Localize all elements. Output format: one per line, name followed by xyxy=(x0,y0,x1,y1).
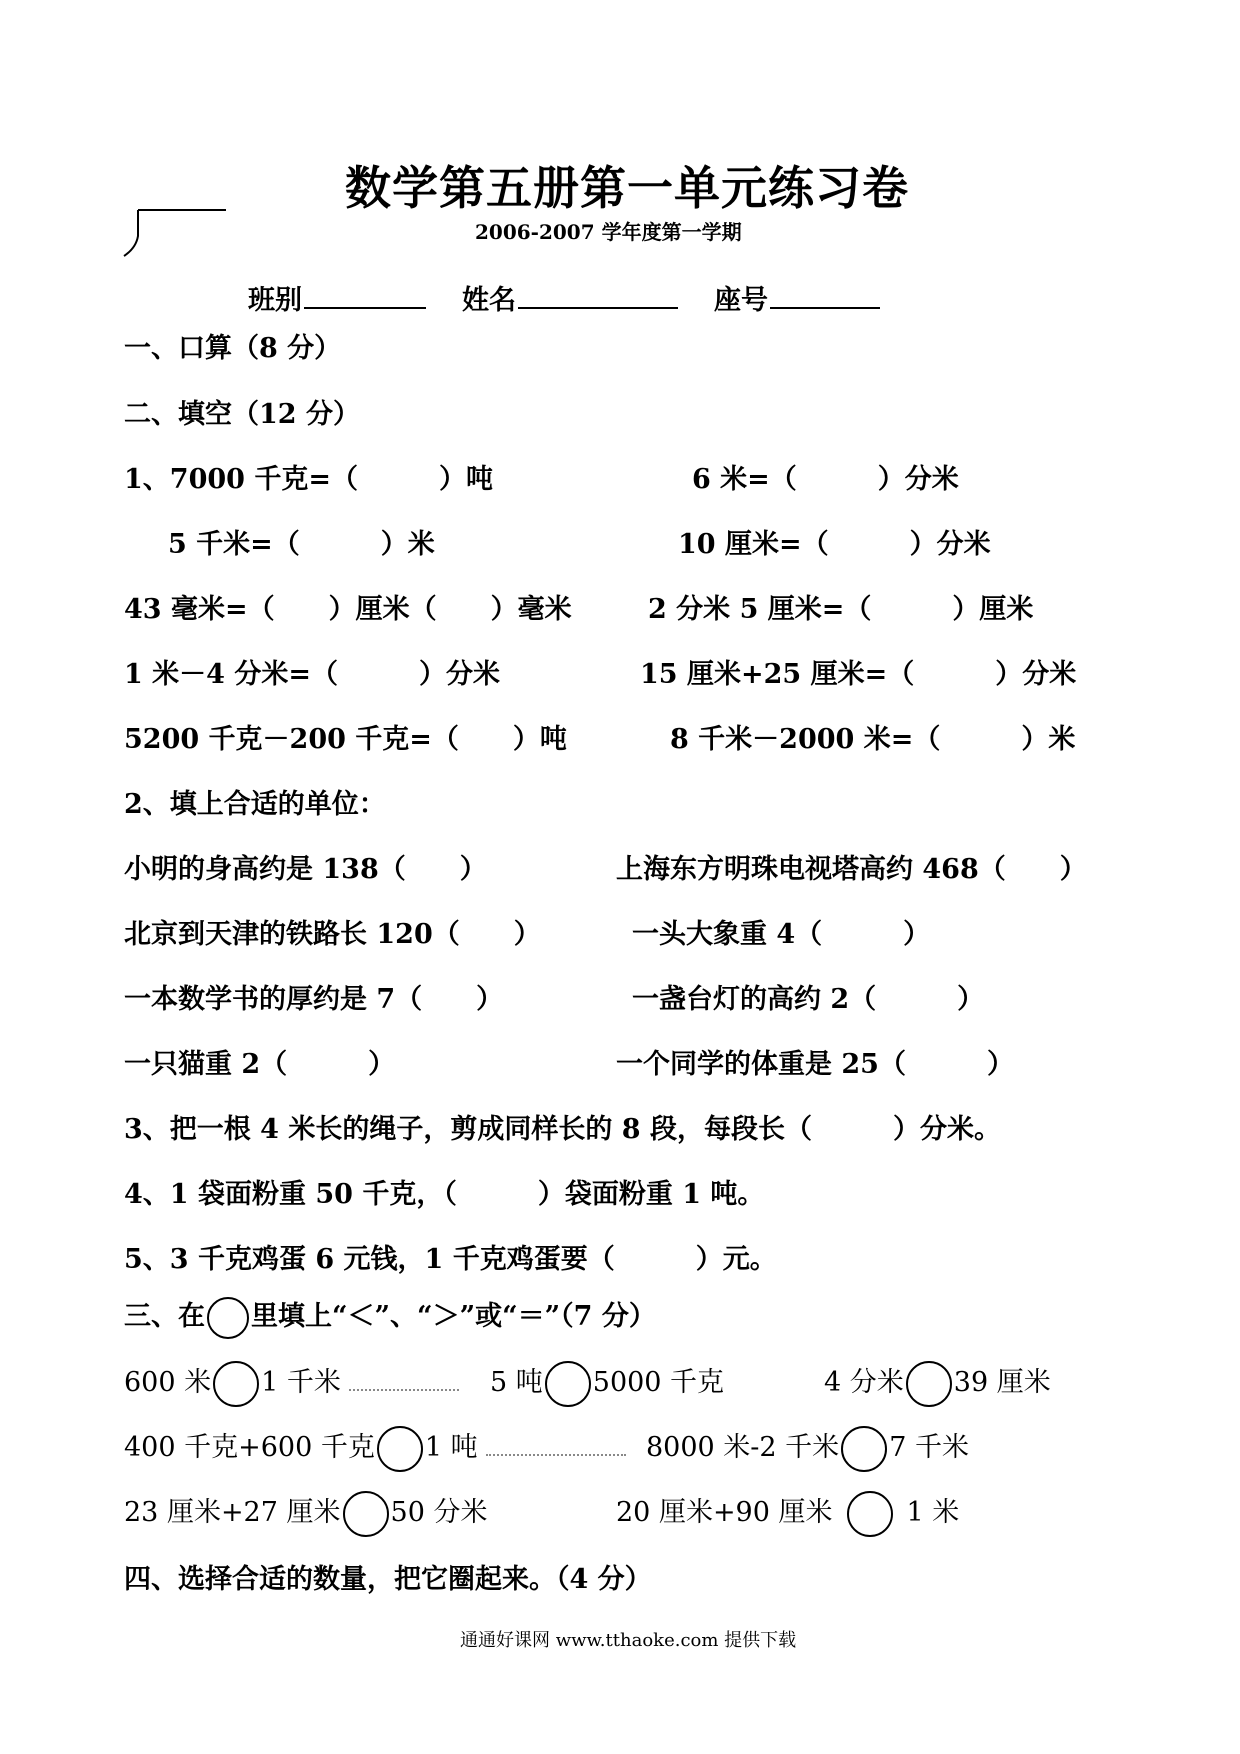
name-blank[interactable] xyxy=(518,306,678,309)
page-subtitle: 2006-2007 学年度第一学期 xyxy=(475,220,742,244)
compare-item xyxy=(616,1490,959,1537)
compare-left: 400 千克+600 千克 xyxy=(124,1432,375,1463)
section-3-post: 里填上“＜”、“＞”或“＝”（7 分） xyxy=(251,1301,656,1332)
section-1-heading: 一、口算（8 分） xyxy=(124,333,342,364)
compare-item xyxy=(646,1425,969,1472)
q1-row1-left: 1、7000 千克=（ ）吨 xyxy=(124,464,493,495)
class-field xyxy=(248,278,426,317)
q1-row4-left: 1 米－4 分米=（ ）分米 xyxy=(124,659,500,690)
compare-item xyxy=(824,1360,1051,1407)
section-3-heading xyxy=(124,1294,656,1339)
q2-row2-left: 北京到天津的铁路长 120（ ） xyxy=(124,919,541,950)
q1-row3-right: 2 分米 5 厘米=（ ）厘米 xyxy=(648,594,1034,625)
compare-circle[interactable] xyxy=(545,1361,591,1407)
compare-item xyxy=(124,1425,634,1472)
q1-row5-left: 5200 千克－200 千克=（ ）吨 xyxy=(124,724,567,755)
compare-right: 1 吨 xyxy=(424,1432,478,1463)
compare-right: 7 千米 xyxy=(889,1432,969,1463)
q1-row3-left: 43 毫米=（ ）厘米（ ）毫米 xyxy=(124,594,572,625)
dotted-leader xyxy=(486,1453,626,1456)
compare-circle[interactable] xyxy=(213,1361,259,1407)
q2-row4-right: 一个同学的体重是 25（ ） xyxy=(616,1049,1014,1080)
name-label: 姓名 xyxy=(462,285,516,316)
corner-mark xyxy=(118,206,228,258)
q2-row3-left: 一本数学书的厚约是 7（ ） xyxy=(124,984,504,1015)
class-label: 班别 xyxy=(248,285,302,316)
q3-text: 3、把一根 4 米长的绳子，剪成同样长的 8 段，每段长（ ）分米。 xyxy=(124,1114,1001,1145)
q1-row1-right: 6 米=（ ）分米 xyxy=(692,464,959,495)
q2-row1-right: 上海东方明珠电视塔高约 468（ ） xyxy=(616,854,1087,885)
compare-left: 20 厘米+90 厘米 xyxy=(616,1497,833,1528)
compare-left: 600 米 xyxy=(124,1367,212,1398)
compare-item xyxy=(124,1490,487,1537)
compare-circle[interactable] xyxy=(841,1426,887,1472)
compare-circle[interactable] xyxy=(906,1361,952,1407)
dotted-leader xyxy=(349,1388,459,1391)
q1-row4-right: 15 厘米+25 厘米=（ ）分米 xyxy=(640,659,1077,690)
compare-circle[interactable] xyxy=(847,1491,893,1537)
q2-row3-right: 一盏台灯的高约 2（ ） xyxy=(632,984,985,1015)
seat-field xyxy=(714,278,880,317)
q4-text: 4、1 袋面粉重 50 千克，（ ）袋面粉重 1 吨。 xyxy=(124,1179,765,1210)
compare-right: 1 米 xyxy=(906,1497,960,1528)
class-blank[interactable] xyxy=(304,306,426,309)
q5-text: 5、3 千克鸡蛋 6 元钱，1 千克鸡蛋要（ ）元。 xyxy=(124,1244,777,1275)
circle-icon xyxy=(207,1297,249,1339)
section-4-heading: 四、选择合适的数量，把它圈起来。（4 分） xyxy=(124,1564,652,1595)
section-3-pre: 三、在 xyxy=(124,1301,205,1332)
q1-row2-right: 10 厘米=（ ）分米 xyxy=(678,529,991,560)
q2-row4-left: 一只猫重 2（ ） xyxy=(124,1049,396,1080)
seat-label: 座号 xyxy=(714,285,768,316)
compare-right: 39 厘米 xyxy=(953,1367,1051,1398)
compare-left: 23 厘米+27 厘米 xyxy=(124,1497,341,1528)
compare-right: 5000 千克 xyxy=(592,1367,725,1398)
page-title: 数学第五册第一单元练习卷 xyxy=(345,161,909,215)
q2-row2-right: 一头大象重 4（ ） xyxy=(632,919,931,950)
footer-credit: 通通好课网 www.tthaoke.com 提供下载 xyxy=(460,1630,797,1651)
compare-left: 8000 米-2 千米 xyxy=(646,1432,840,1463)
compare-item xyxy=(124,1360,467,1407)
compare-item xyxy=(490,1360,724,1407)
q2-row1-left: 小明的身高约是 138（ ） xyxy=(124,854,487,885)
q1-row5-right: 8 千米－2000 米=（ ）米 xyxy=(670,724,1076,755)
section-2-heading: 二、填空（12 分） xyxy=(124,399,360,430)
compare-right: 1 千米 xyxy=(261,1367,341,1398)
compare-circle[interactable] xyxy=(377,1426,423,1472)
seat-blank[interactable] xyxy=(770,306,880,309)
compare-right: 50 分米 xyxy=(390,1497,488,1528)
compare-circle[interactable] xyxy=(343,1491,389,1537)
name-field xyxy=(462,278,678,317)
q1-row2-left: 5 千米=（ ）米 xyxy=(168,529,435,560)
q2-heading: 2、填上合适的单位： xyxy=(124,789,386,820)
compare-left: 5 吨 xyxy=(490,1367,543,1398)
compare-left: 4 分米 xyxy=(824,1367,904,1398)
